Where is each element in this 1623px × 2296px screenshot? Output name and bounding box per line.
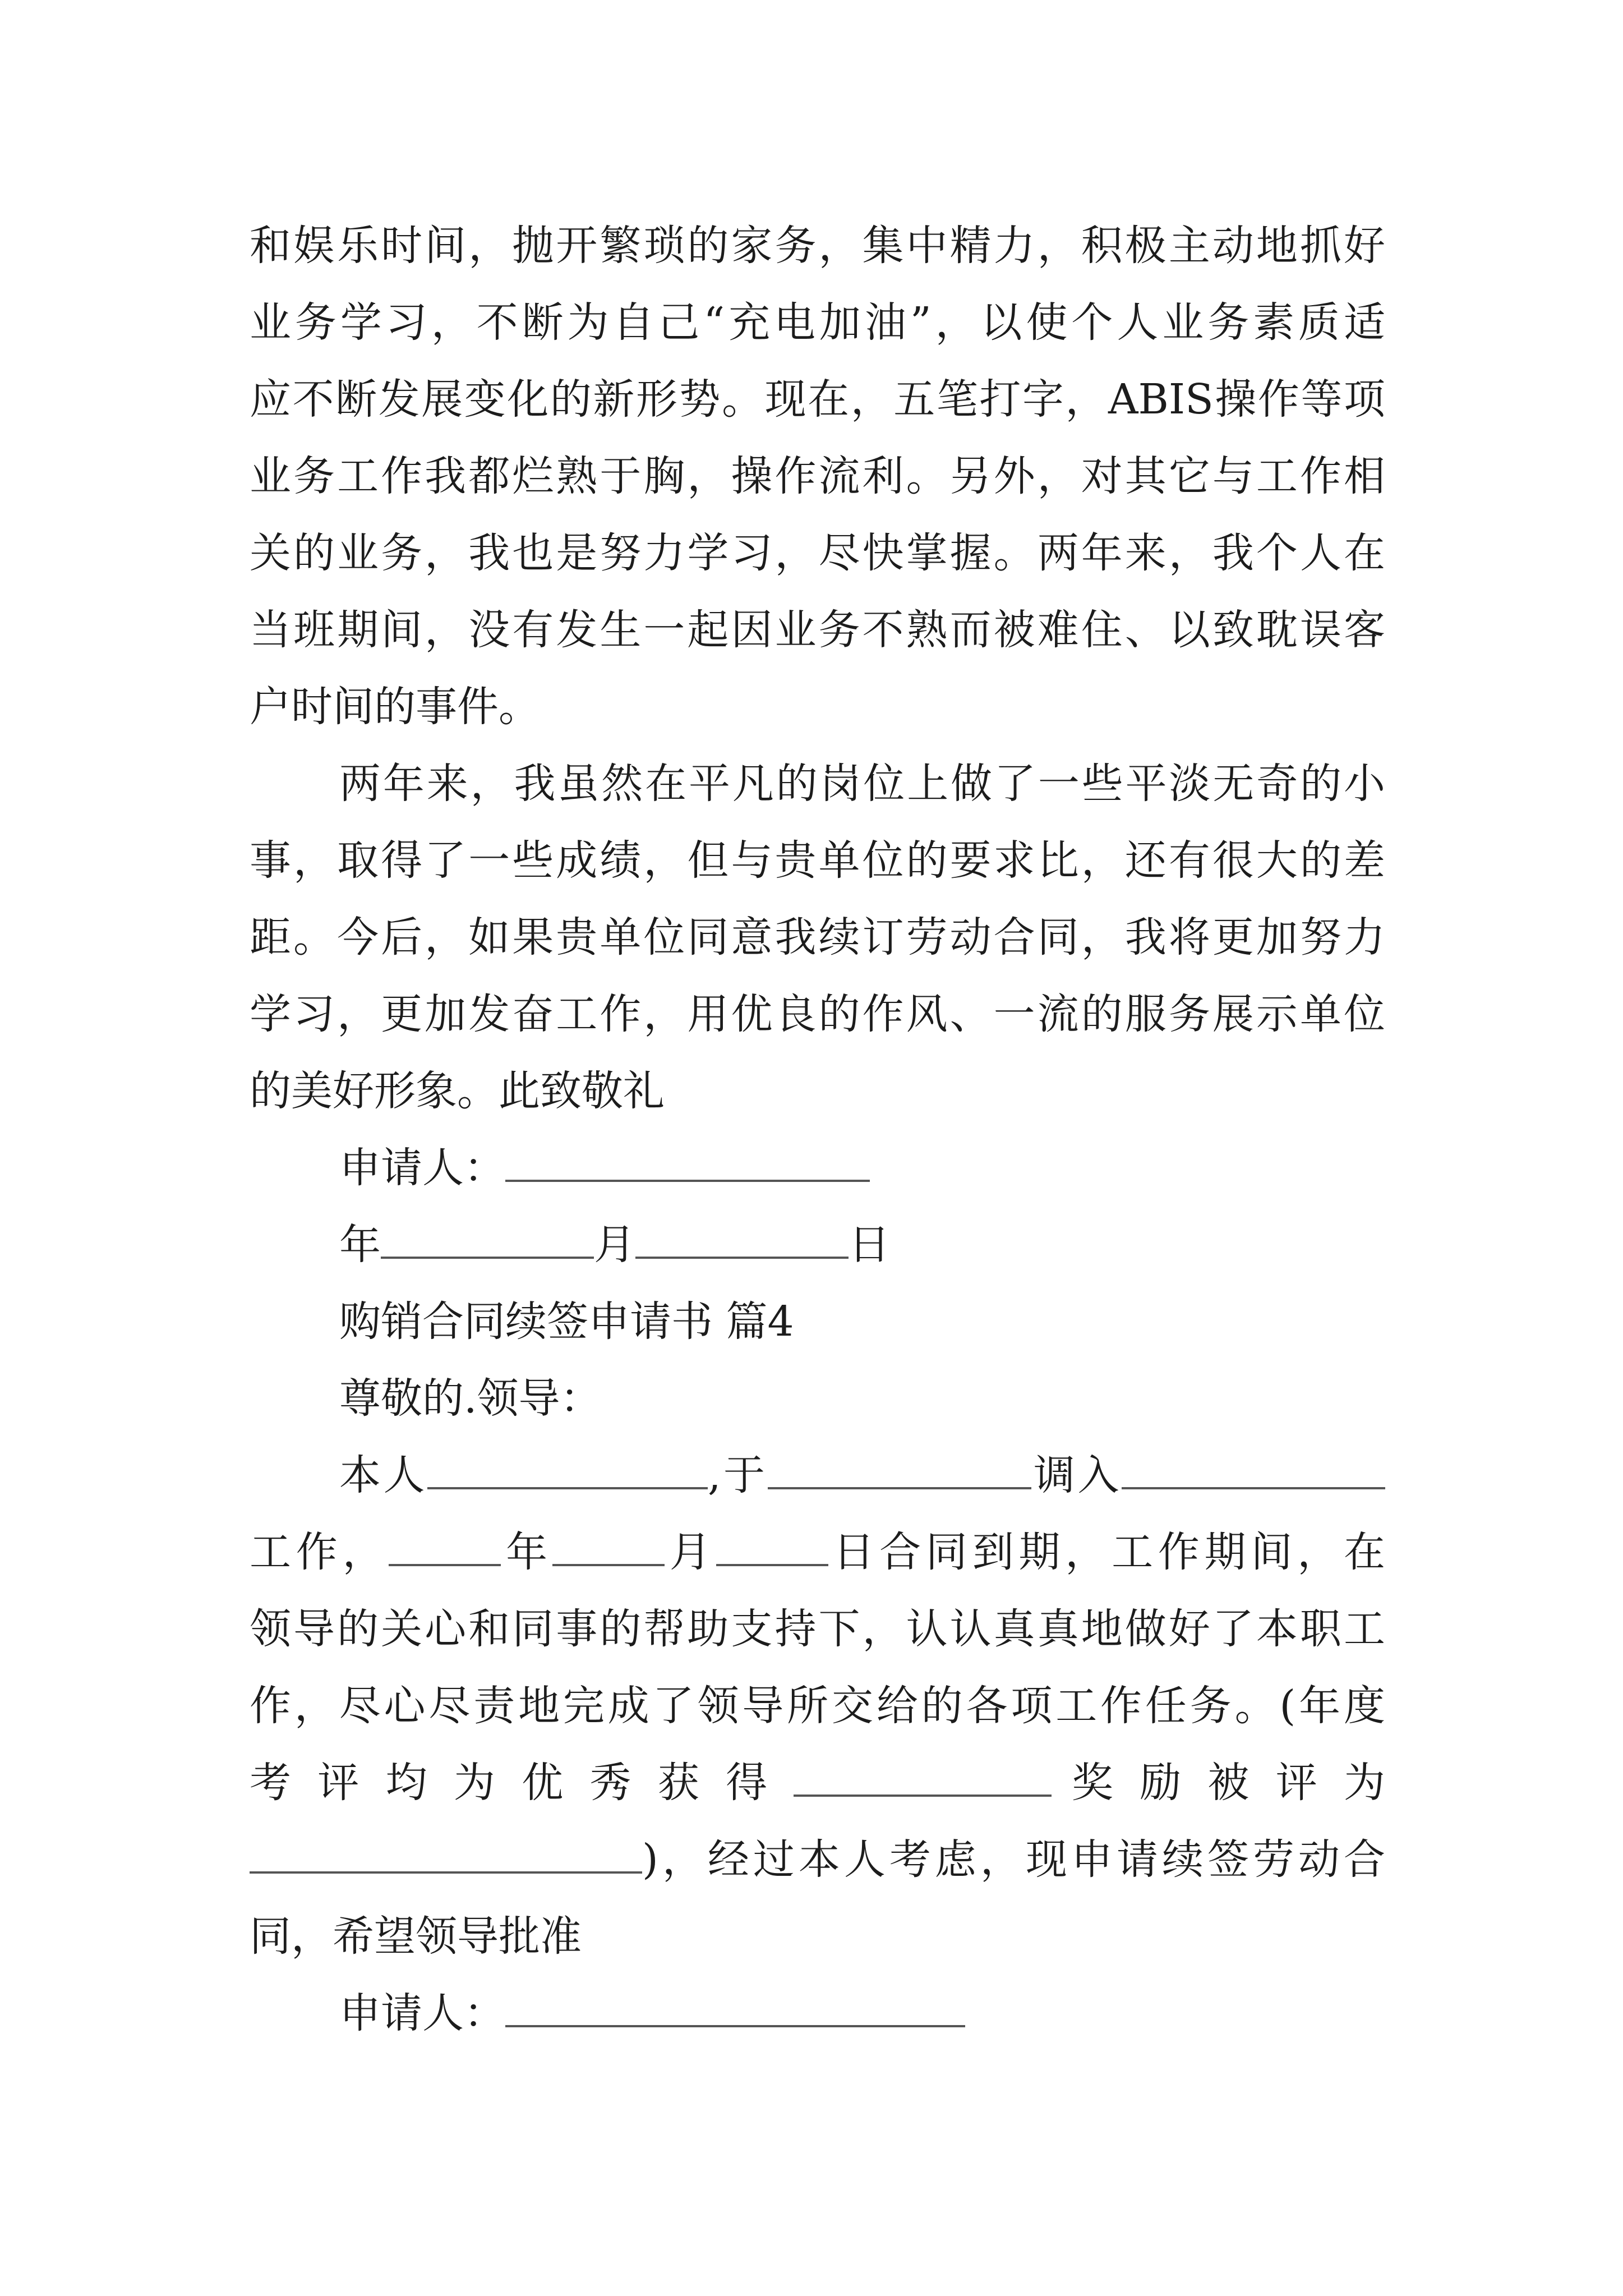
paragraph-line: 业务工作我都烂熟于胸，操作流利。另外，对其它与工作相 — [250, 452, 1385, 500]
paragraph-line: 应不断发展变化的新形势。现在，五笔打字，ABIS操作等项 — [250, 375, 1385, 424]
month-label: 月 — [594, 1221, 635, 1269]
paragraph-line: 户时间的事件。 — [250, 683, 540, 731]
form-line — [250, 1821, 1385, 1898]
form-line: 作，尽心尽责地完成了领导所交给的各项工作任务。(年度 — [250, 1682, 1385, 1730]
form-text: 奖 励 被 评 为 — [1071, 1759, 1385, 1807]
day-label: 日 — [849, 1221, 890, 1269]
contract-year-blank[interactable] — [389, 1533, 501, 1566]
form-text: )，经过本人考虑，现申请续签劳动合 — [642, 1835, 1385, 1884]
form-text: 本人 — [339, 1451, 427, 1499]
applicant-blank[interactable] — [505, 1148, 870, 1182]
month-blank[interactable] — [381, 1225, 594, 1259]
paragraph-line: 距。今后，如果贵单位同意我续订劳动合同，我将更加努力 — [250, 913, 1385, 961]
form-text: ,于 — [708, 1451, 768, 1499]
applicant-signature-line — [250, 1130, 1385, 1207]
applicant-signature-line-2 — [250, 1975, 1385, 2052]
paragraph-line: 关的业务，我也是努力学习，尽快掌握。两年来，我个人在 — [250, 529, 1385, 577]
form-line: 领导的关心和同事的帮助支持下，认认真真地做好了本职工 — [250, 1605, 1385, 1653]
year-label: 年 — [339, 1221, 381, 1269]
section-heading: 购销合同续签申请书 篇4 — [339, 1297, 794, 1346]
form-text: 月 — [664, 1528, 716, 1576]
paragraph-line: 业务学习，不断为自己“充电加油”，以使个人业务素质适 — [250, 298, 1385, 347]
applicant-label: 申请人： — [339, 1989, 505, 2037]
form-text: 调入 — [1031, 1451, 1122, 1499]
form-text: 考 评 均 为 优 秀 获 得 — [250, 1759, 774, 1807]
contract-day-blank[interactable] — [716, 1533, 828, 1566]
date-line — [250, 1207, 1385, 1283]
form-line: 同，希望领导批准 — [250, 1912, 582, 1961]
paragraph-line: 和娱乐时间，抛开繁琐的家务，集中精力，积极主动地抓好 — [250, 222, 1385, 270]
department-blank[interactable] — [1122, 1456, 1385, 1489]
form-line — [250, 1514, 1385, 1591]
award-blank[interactable] — [794, 1763, 1052, 1797]
contract-month-blank[interactable] — [552, 1533, 665, 1566]
paragraph-line: 当班期间，没有发生一起因业务不熟而被难住、以致耽误客 — [250, 606, 1385, 654]
paragraph-line: 事，取得了一些成绩，但与贵单位的要求比，还有很大的差 — [250, 836, 1385, 885]
paragraph-line: 学习，更加发奋工作，用优良的作风、一流的服务展示单位 — [250, 990, 1385, 1038]
form-text: 日合同到期，工作期间，在 — [828, 1528, 1385, 1576]
day-blank[interactable] — [635, 1225, 849, 1259]
applicant-label: 申请人： — [339, 1144, 505, 1192]
paragraph-line: 两年来，我虽然在平凡的岗位上做了一些平淡无奇的小 — [339, 760, 1385, 808]
form-line — [250, 1437, 1385, 1514]
paragraph-line: 的美好形象。此致敬礼 — [250, 1067, 665, 1115]
salutation: 尊敬的.领导： — [339, 1374, 602, 1423]
join-date-blank[interactable] — [768, 1456, 1031, 1489]
document-page — [250, 208, 1385, 2052]
form-text: 年 — [501, 1528, 552, 1576]
applicant-blank[interactable] — [505, 1994, 965, 2027]
name-blank[interactable] — [427, 1456, 708, 1489]
form-text: 工作， — [250, 1528, 389, 1576]
form-line — [250, 1745, 1385, 1821]
honor-blank[interactable] — [250, 1840, 642, 1874]
